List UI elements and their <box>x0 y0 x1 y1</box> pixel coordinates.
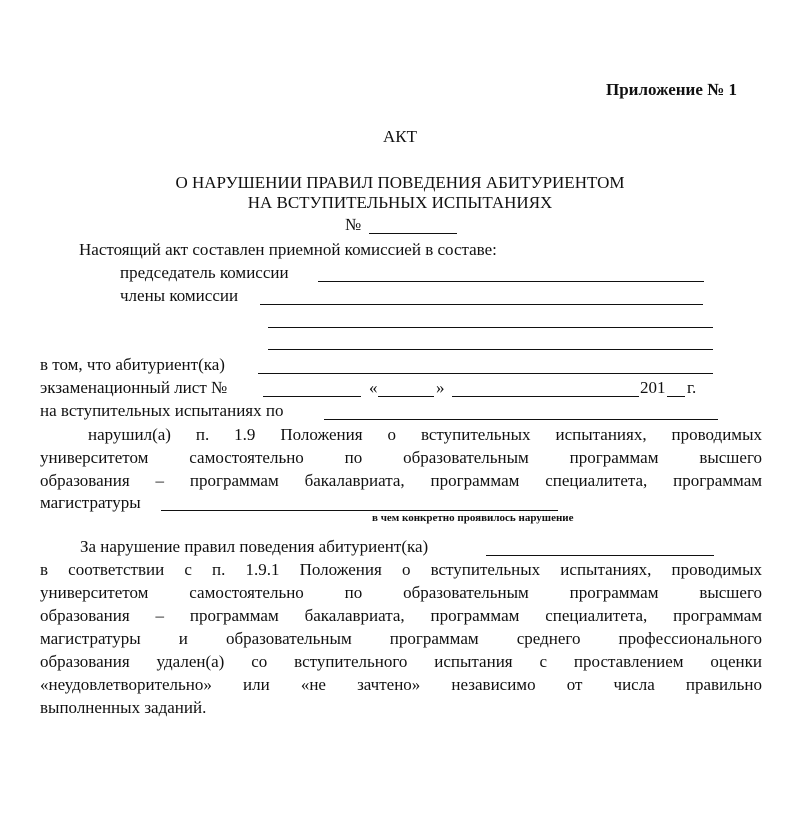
penalty-text-line3: университетом самостоятельно по образовательным программам высшего <box>40 583 762 602</box>
violation-text-line2: университетом самостоятельно по образовательным программам высшего <box>40 448 762 467</box>
quote-open: « <box>369 378 378 397</box>
exam-sheet-label: экзаменационный лист № <box>40 378 228 397</box>
penalty-text-line5: магистратуры и образовательным программам среднего профессионального <box>40 629 762 648</box>
penalty-text-line8: выполненных заданий. <box>40 698 207 717</box>
violation-description-field[interactable] <box>161 510 558 511</box>
members-label: члены комиссии <box>120 286 239 305</box>
exam-year-field[interactable] <box>667 396 685 397</box>
penalty-text-line6: образования удален(а) со вступительного испытания с проставлением оценки <box>40 652 762 671</box>
penalty-text-line4: образования – программам бакалавриата, программам специалитета, программам <box>40 606 762 625</box>
year-suffix: г. <box>687 378 697 397</box>
violation-caption: в чем конкретно проявилось нарушение <box>372 512 574 524</box>
exam-subject-field[interactable] <box>324 419 718 420</box>
exam-day-field[interactable] <box>378 396 434 397</box>
appendix-label: Приложение № 1 <box>606 80 737 99</box>
year-prefix: 201 <box>640 378 666 397</box>
violation-text-line1: нарушил(а) п. 1.9 Положения о вступительных испытаниях, проводимых <box>88 425 762 444</box>
chairman-label: председатель комисcии <box>120 263 289 282</box>
member-field-3[interactable] <box>268 349 713 350</box>
violation-text-line3: образования – программам бакалавриата, программам специалитета, программам <box>40 471 762 490</box>
document-title: АКТ <box>383 127 417 146</box>
document-subtitle-line1: О НАРУШЕНИИ ПРАВИЛ ПОВЕДЕНИЯ АБИТУРИЕНТОМ <box>175 173 625 192</box>
exam-month-field[interactable] <box>452 396 639 397</box>
violation-text-line4: магистратуры <box>40 493 141 512</box>
applicant-field[interactable] <box>258 373 713 374</box>
member-field-2[interactable] <box>268 327 713 328</box>
exam-sheet-number-field[interactable] <box>263 396 361 397</box>
penalty-applicant-field[interactable] <box>486 555 714 556</box>
applicant-label: в том, что абитуриент(ка) <box>40 355 225 374</box>
act-number-label: № <box>345 215 362 234</box>
quote-close: » <box>436 378 445 397</box>
member-field-1[interactable] <box>260 304 703 305</box>
penalty-text-line7: «неудовлетворительно» или «не зачтено» независимо от числа правильно <box>40 675 762 694</box>
exam-subject-label: на вступительных испытаниях по <box>40 401 284 420</box>
document-subtitle-line2: НА ВСТУПИТЕЛЬНЫХ ИСПЫТАНИЯХ <box>247 193 553 212</box>
chairman-field[interactable] <box>318 281 704 282</box>
act-number-field[interactable] <box>369 233 457 234</box>
penalty-text-line2: в соответствии с п. 1.9.1 Положения о вступительных испытаниях, проводимых <box>40 560 762 579</box>
penalty-text-line1: За нарушение правил поведения абитуриент(ка) <box>80 537 429 556</box>
intro-text: Настоящий акт составлен приемной комиссией в составе: <box>79 240 497 259</box>
